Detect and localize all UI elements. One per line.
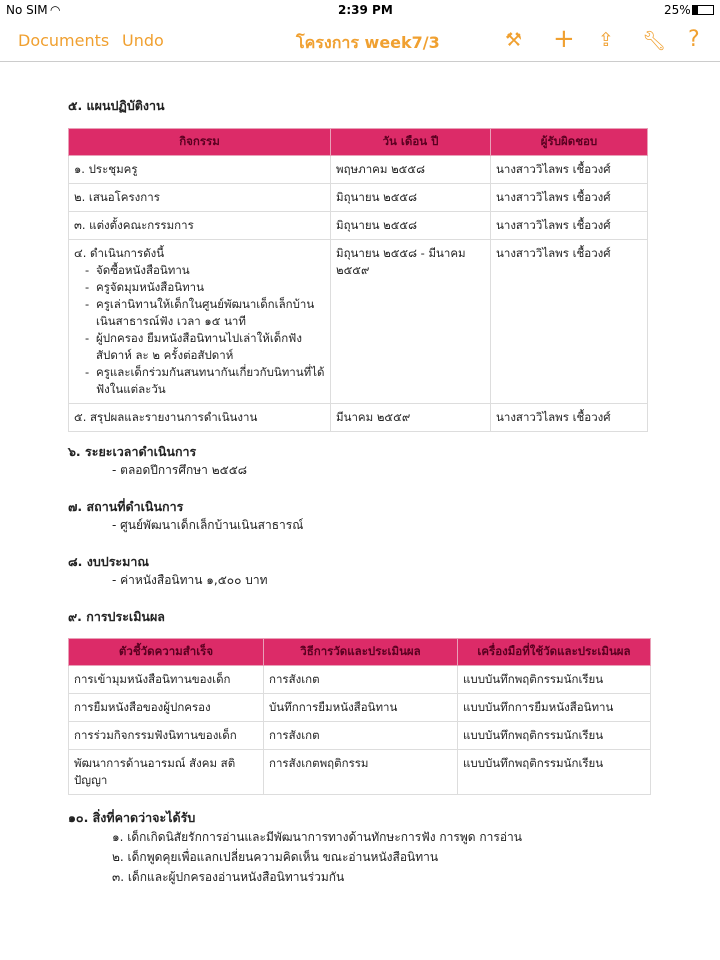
table-row bbox=[69, 694, 651, 722]
cell: แบบบันทึกพฤติกรรมนักเรียน bbox=[458, 722, 651, 750]
cell: ๓. แต่งตั้งคณะกรรมการ bbox=[69, 212, 331, 240]
table-row bbox=[69, 156, 648, 184]
cell: ๑. ประชุมครู bbox=[69, 156, 331, 184]
col-header: เครื่องมือที่ใช้วัดและประเมินผล bbox=[458, 639, 651, 666]
share-icon[interactable]: ⇪ bbox=[598, 29, 614, 51]
evaluation-table bbox=[68, 638, 651, 795]
cell: นางสาววิไลพร เชื้อวงศ์ bbox=[491, 240, 648, 404]
cell: มิถุนายน ๒๕๕๘ bbox=[331, 212, 491, 240]
cell: แบบบันทึกพฤติกรรมนักเรียน bbox=[458, 750, 651, 795]
col-header: วัน เดือน ปี bbox=[331, 129, 491, 156]
cell: นางสาววิไลพร เชื้อวงศ์ bbox=[491, 404, 648, 432]
expected-item: ๑. เด็กเกิดนิสัยรักการอ่านและมีพัฒนาการทางด้านทักษะการฟัง การพูด การอ่าน bbox=[112, 830, 522, 844]
section-7-title: ๗. สถานที่ดำเนินการ bbox=[68, 499, 184, 514]
cell: นางสาววิไลพร เชื้อวงศ์ bbox=[491, 156, 648, 184]
cell: มีนาคม ๒๕๕๙ bbox=[331, 404, 491, 432]
help-icon[interactable]: ? bbox=[688, 27, 700, 52]
table-row bbox=[69, 240, 648, 404]
cell: การสังเกตพฤติกรรม bbox=[264, 750, 458, 795]
cell bbox=[69, 240, 331, 404]
list-item: - ครูจัดมุมหนังสือนิทาน bbox=[88, 279, 325, 296]
cell: การเข้ามุมหนังสือนิทานของเด็ก bbox=[69, 666, 264, 694]
cell: บันทึกการยืมหนังสือนิทาน bbox=[264, 694, 458, 722]
table-row bbox=[69, 722, 651, 750]
section-6-item: - ตลอดปีการศึกษา ๒๕๕๘ bbox=[112, 463, 248, 477]
table-row bbox=[69, 750, 651, 795]
cell: มิถุนายน ๒๕๕๘ - มีนาคม ๒๕๕๙ bbox=[331, 240, 491, 404]
bullet-list bbox=[74, 262, 325, 398]
wrench-icon[interactable]: 🔧︎ bbox=[642, 30, 667, 52]
cell: การสังเกต bbox=[264, 666, 458, 694]
list-item: - ผู้ปกครอง ยืมหนังสือนิทานไปเล่าให้เด็กฟัง สัปดาห์ ละ ๒ ครั้งต่อสัปดาห์ bbox=[88, 330, 325, 364]
toolbar bbox=[0, 20, 720, 62]
plus-icon[interactable]: + bbox=[553, 24, 575, 54]
section-9-title: ๙. การประเมินผล bbox=[68, 609, 165, 624]
section-5-title: ๕. แผนปฏิบัติงาน bbox=[68, 98, 165, 113]
action-plan-table bbox=[68, 128, 648, 432]
col-header: กิจกรรม bbox=[69, 129, 331, 156]
cell: พฤษภาคม ๒๕๕๘ bbox=[331, 156, 491, 184]
table-row bbox=[69, 404, 648, 432]
list-item: - ครูและเด็กร่วมกันสนทนากันเกี่ยวกับนิทานที่ได้ฟังในแต่ละวัน bbox=[88, 364, 325, 398]
wifi-icon: ◠ bbox=[50, 3, 61, 17]
table-row bbox=[69, 184, 648, 212]
document-title[interactable]: โครงการ week7/3 bbox=[296, 33, 440, 52]
cell: แบบบันทึกพฤติกรรมนักเรียน bbox=[458, 666, 651, 694]
battery-icon bbox=[692, 5, 714, 15]
section-8-item: - ค่าหนังสือนิทาน ๑,๕๐๐ บาท bbox=[112, 573, 268, 587]
expected-item: ๒. เด็กพูดคุยเพื่อแลกเปลี่ยนความคิดเห็น ขณะอ่านหนังสือนิทาน bbox=[112, 850, 439, 864]
cell: พัฒนาการด้านอารมณ์ สังคม สติปัญญา bbox=[69, 750, 264, 795]
brush-icon[interactable]: ⚒ bbox=[505, 29, 523, 51]
section-10-title: ๑๐. สิ่งที่คาดว่าจะได้รับ bbox=[68, 810, 196, 825]
section-8-title: ๘. งบประมาณ bbox=[68, 554, 149, 569]
expected-item: ๓. เด็กและผู้ปกครองอ่านหนังสือนิทานร่วมกัน bbox=[112, 870, 345, 884]
carrier: No SIM bbox=[6, 3, 48, 17]
section-7-item: - ศูนย์พัฒนาเด็กเล็กบ้านเนินสาธารณ์ bbox=[112, 518, 304, 532]
list-item: - ครูเล่านิทานให้เด็กในศูนย์พัฒนาเด็กเล็กบ้านเนินสาธารณ์ฟัง เวลา ๑๕ นาที bbox=[88, 296, 325, 330]
cell: การยืมหนังสือของผู้ปกครอง bbox=[69, 694, 264, 722]
cell: นางสาววิไลพร เชื้อวงศ์ bbox=[491, 184, 648, 212]
cell: ๒. เสนอโครงการ bbox=[69, 184, 331, 212]
list-item: - จัดซื้อหนังสือนิทาน bbox=[88, 262, 325, 279]
table-row bbox=[69, 666, 651, 694]
cell: การร่วมกิจกรรมฟังนิทานของเด็ก bbox=[69, 722, 264, 750]
clock: 2:39 PM bbox=[338, 3, 393, 17]
cell: การสังเกต bbox=[264, 722, 458, 750]
cell: แบบบันทึกการยืมหนังสือนิทาน bbox=[458, 694, 651, 722]
col-header: วิธีการวัดและประเมินผล bbox=[264, 639, 458, 666]
cell: ๕. สรุปผลและรายงานการดำเนินงาน bbox=[69, 404, 331, 432]
section-6-title: ๖. ระยะเวลาดำเนินการ bbox=[68, 444, 197, 459]
col-header: ผู้รับผิดชอบ bbox=[491, 129, 648, 156]
battery-level: 25% bbox=[664, 3, 691, 17]
table-row bbox=[69, 212, 648, 240]
cell: นางสาววิไลพร เชื้อวงศ์ bbox=[491, 212, 648, 240]
documents-button[interactable]: Documents bbox=[18, 31, 110, 50]
status-bar bbox=[0, 0, 720, 20]
undo-button[interactable]: Undo bbox=[122, 31, 164, 50]
col-header: ตัวชี้วัดความสำเร็จ bbox=[69, 639, 264, 666]
activity-label: ๔. ดำเนินการดังนี้ bbox=[74, 246, 165, 260]
cell: มิถุนายน ๒๕๕๘ bbox=[331, 184, 491, 212]
